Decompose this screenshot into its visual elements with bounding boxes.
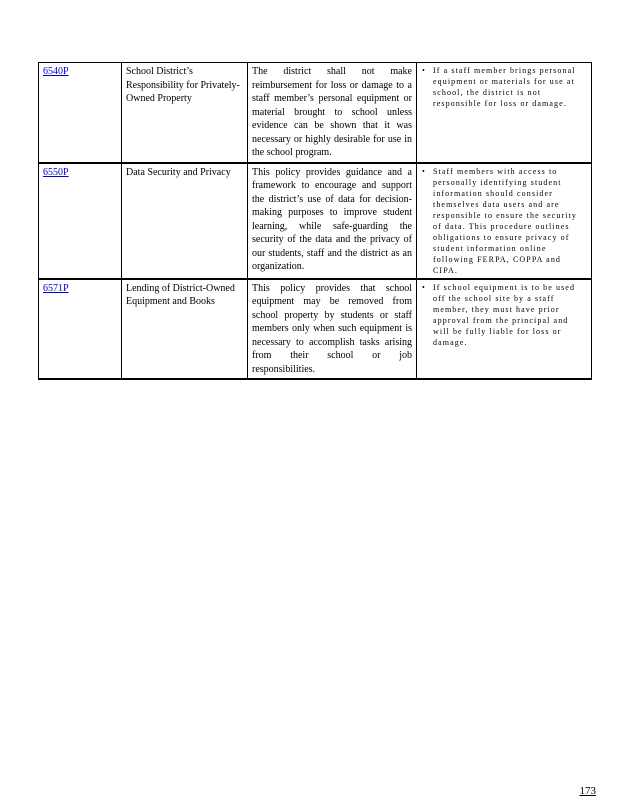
note-text: If a staff member brings personal equipment or materials for use at school, the district is not responsible for loss or damage. <box>433 66 576 108</box>
policy-code-link[interactable]: 6540P <box>43 66 69 77</box>
note-item <box>422 282 587 348</box>
policy-title: Lending of District-Owned Equipment and Books <box>122 279 248 380</box>
page-number: 173 <box>579 785 596 797</box>
note-list <box>421 166 587 276</box>
policy-code-cell <box>39 63 122 163</box>
note-text: If school equipment is to be used off the school site by a staff member, they must have prior approval from the principal and will be fully liable for loss or damage. <box>433 282 576 347</box>
note-list <box>421 282 587 348</box>
policy-description: This policy provides guidance and a framework to encourage and support the district’s use of data for decision-making purposes to improve student learning, while safe-guarding the security of the data and the privacy of our students, staff and the district as an organization. <box>248 163 417 279</box>
policy-description: The district shall not make reimbursement for loss or damage to a staff member’s personal equipment or material brought to school unless evidence can be shown that it was necessary or highly desirable for use in the school program. <box>248 63 417 163</box>
note-text: Staff members with access to personally identifying student information should consider themselves data users and are responsible to ensure the security of data. This procedure outlines obligations to ensure privacy of student information online following FERPA, COPPA and CIPA. <box>433 166 578 275</box>
note-list <box>421 65 587 109</box>
policy-code-link[interactable]: 6550P <box>43 166 69 178</box>
table-row <box>39 63 592 163</box>
policy-code-link[interactable]: 6571P <box>43 282 69 294</box>
policy-note-cell <box>417 163 592 279</box>
policy-title: School District’s Responsibility for Privately-Owned Property <box>122 63 248 163</box>
policy-title: Data Security and Privacy <box>122 163 248 279</box>
policy-note-cell <box>417 63 592 163</box>
bullet-icon: • <box>422 282 426 292</box>
note-item <box>422 166 587 276</box>
table-row <box>39 279 592 380</box>
table-row <box>39 163 592 279</box>
note-item <box>422 65 587 109</box>
policy-table <box>38 62 592 380</box>
policy-code-cell <box>39 163 122 279</box>
policy-description: This policy provides that school equipment may be removed from school property by students or staff members only when such equipment is necessary to accomplish tasks arising from their school or job responsibilities. <box>248 279 417 380</box>
policy-code-cell <box>39 279 122 380</box>
bullet-icon: • <box>422 166 426 176</box>
policy-note-cell <box>417 279 592 380</box>
bullet-icon: • <box>422 66 426 75</box>
